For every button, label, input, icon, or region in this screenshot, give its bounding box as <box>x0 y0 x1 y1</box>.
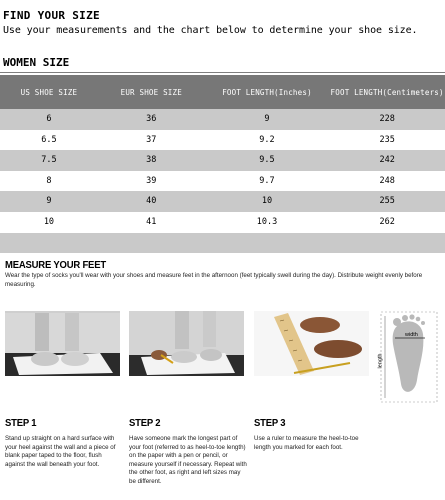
table-cell: 38 <box>98 150 205 171</box>
step1-title: STEP 1 <box>5 417 37 430</box>
width-label: width <box>405 332 418 338</box>
step1-photo <box>5 311 120 376</box>
step3-title: STEP 3 <box>254 417 286 430</box>
column-header-eur-size: EUR SHOE SIZE <box>98 75 205 109</box>
table-cell: 9.5 <box>205 150 330 171</box>
table-footer-band <box>0 233 445 253</box>
table-cell: 40 <box>98 191 205 212</box>
find-your-size-title: FIND YOUR SIZE <box>3 9 100 22</box>
table-cell: 41 <box>98 212 205 233</box>
table-cell: 39 <box>98 171 205 192</box>
table-cell: 8 <box>0 171 98 192</box>
column-header-foot-length-inches: FOOT LENGTH(Inches) <box>205 75 330 109</box>
section-divider <box>0 72 445 73</box>
step1-text: Stand up straight on a hard surface with your heel against the wall and a piece of blank paper taped to the floor, flush against the wall beneath your foot. <box>5 435 116 468</box>
table-row <box>0 191 445 212</box>
table-cell: 10 <box>0 212 98 233</box>
size-chart-table <box>0 75 445 232</box>
table-cell: 235 <box>329 130 445 151</box>
step3-photo <box>254 311 369 376</box>
table-cell: 6 <box>0 109 98 130</box>
table-cell: 248 <box>329 171 445 192</box>
table-cell: 9.2 <box>205 130 330 151</box>
table-cell: 9.7 <box>205 171 330 192</box>
table-cell: 7.5 <box>0 150 98 171</box>
table-row <box>0 171 445 192</box>
table-cell: 262 <box>329 212 445 233</box>
step2-photo <box>129 311 244 376</box>
table-row <box>0 109 445 130</box>
measure-your-feet-heading: MEASURE YOUR FEET <box>5 259 106 272</box>
step2-title: STEP 2 <box>129 417 161 430</box>
table-cell: 37 <box>98 130 205 151</box>
measure-instructions: Wear the type of socks you'll wear with your shoes and measure feet in the afternoon (feet typically swell during the day). Distribute weight evenly before measuring. <box>5 272 423 288</box>
length-label: length <box>377 353 384 369</box>
table-row <box>0 130 445 151</box>
table-cell: 10 <box>205 191 330 212</box>
column-header-us-size: US SHOE SIZE <box>0 75 98 109</box>
foot-measurement-diagram <box>375 310 439 404</box>
table-cell: 10.3 <box>205 212 330 233</box>
column-header-foot-length-cm: FOOT LENGTH(Centimeters) <box>329 75 445 109</box>
step2-text: Have someone mark the longest part of your foot (referred to as heel-to-toe length) on the paper with a pen or pencil, or measure yourself if necessary. Repeat with the other foot, as right and left sizes may be different. <box>129 435 247 485</box>
table-cell: 255 <box>329 191 445 212</box>
table-cell: 228 <box>329 109 445 130</box>
table-cell: 36 <box>98 109 205 130</box>
women-size-heading: WOMEN SIZE <box>3 56 70 69</box>
step3-text: Use a ruler to measure the heel-to-toe length you marked for each foot. <box>254 435 359 451</box>
table-cell: 9 <box>205 109 330 130</box>
table-row <box>0 150 445 171</box>
table-header-row <box>0 75 445 109</box>
table-row <box>0 212 445 233</box>
table-cell: 9 <box>0 191 98 212</box>
table-cell: 6.5 <box>0 130 98 151</box>
find-your-size-subtitle: Use your measurements and the chart below to determine your shoe size. <box>3 25 418 36</box>
table-cell: 242 <box>329 150 445 171</box>
